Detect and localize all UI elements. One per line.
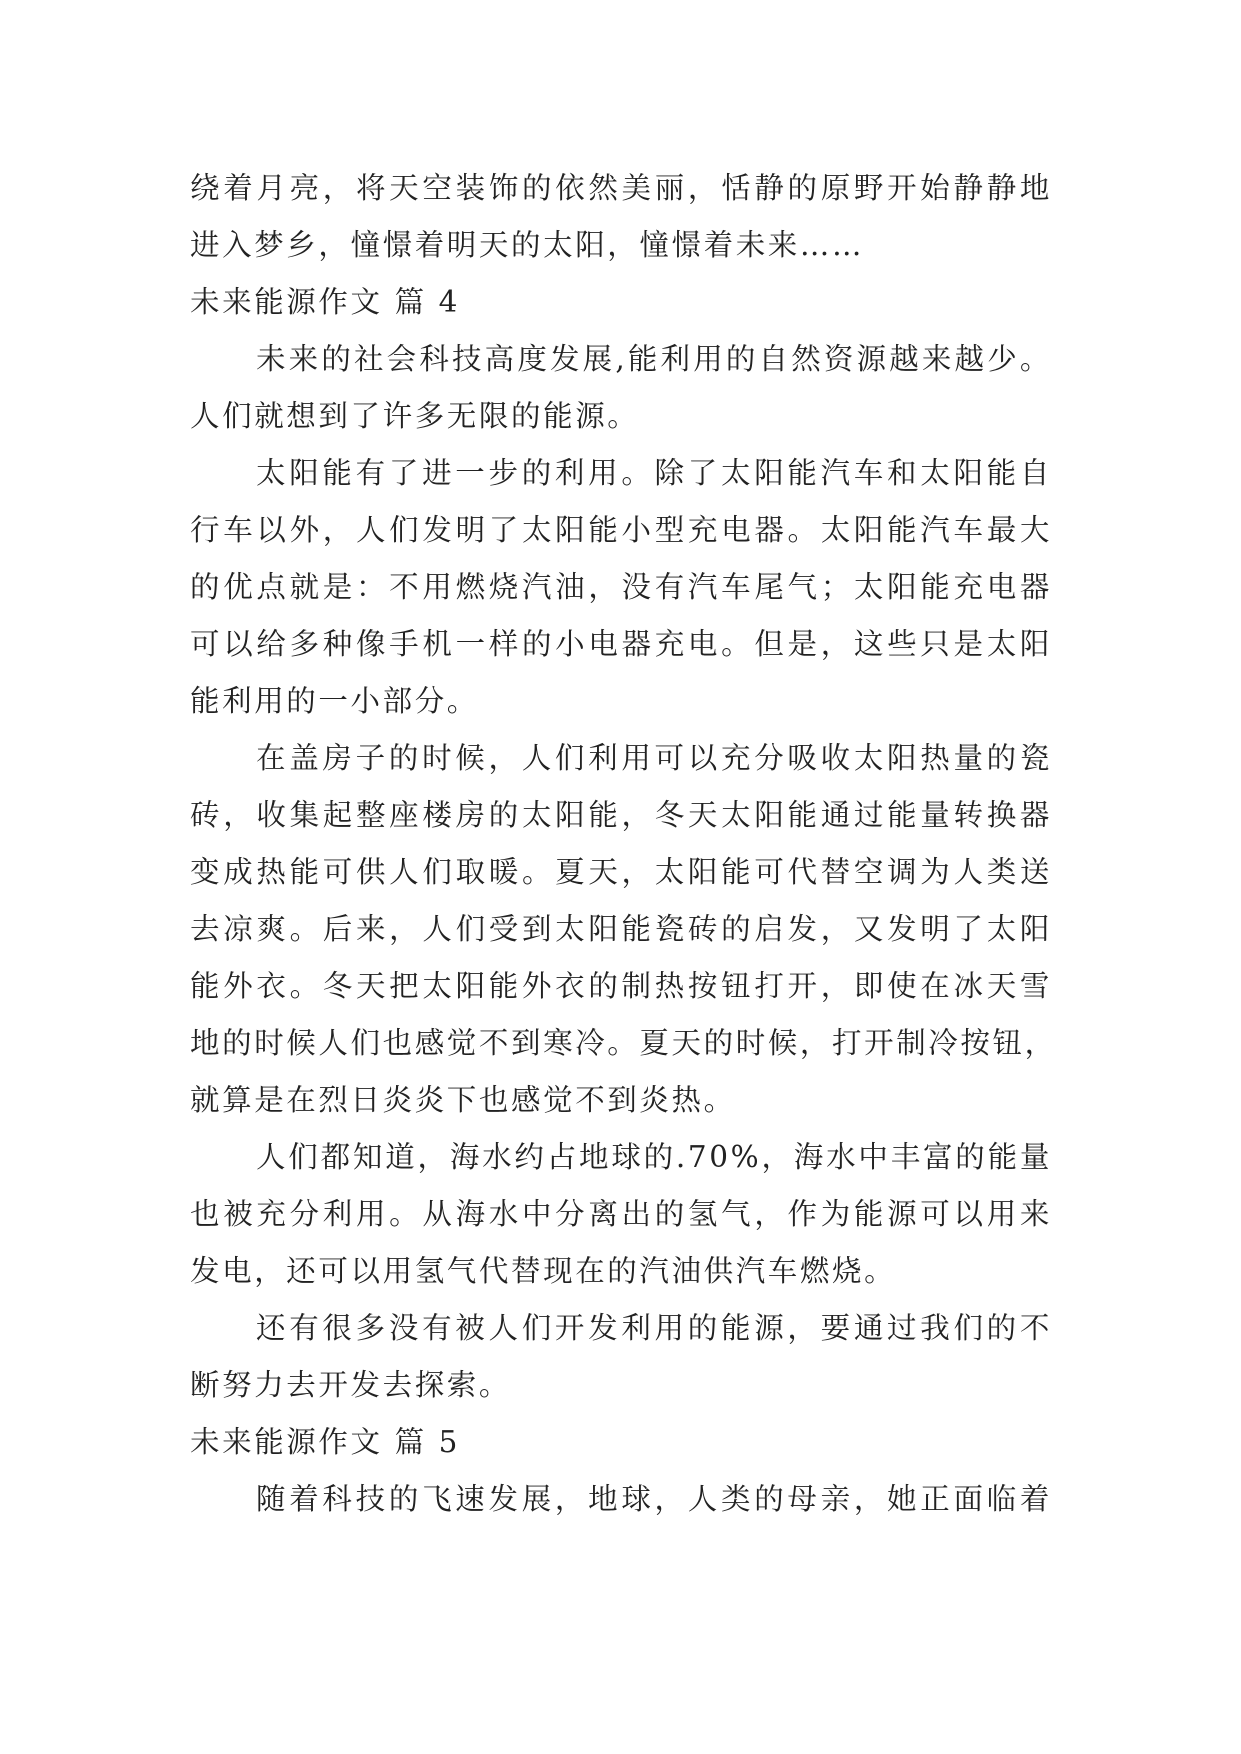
text-line: 在盖房子的时候，人们利用可以充分吸收太阳热量的瓷 — [256, 741, 1052, 775]
text-line: 就算是在烈日炎炎下也感觉不到炎热。 — [190, 1083, 736, 1117]
text-line: 发电，还可以用氢气代替现在的汽油供汽车燃烧。 — [190, 1254, 897, 1288]
text-line: 人们就想到了许多无限的能源。 — [190, 399, 640, 433]
text-line: 随着科技的飞速发展，地球，人类的母亲，她正面临着 — [256, 1482, 1052, 1516]
essay-text — [190, 160, 1057, 1528]
text-line: 还有很多没有被人们开发利用的能源，要通过我们的不 — [256, 1311, 1052, 1345]
text-line: 太阳能有了进一步的利用。除了太阳能汽车和太阳能自 — [256, 456, 1052, 490]
text-line: 地的时候人们也感觉不到寒冷。夏天的时候，打开制冷按钮， — [190, 1026, 1057, 1060]
text-line: 能利用的一小部分。 — [190, 684, 479, 718]
text-line: 未来的社会科技高度发展,能利用的自然资源越来越少。 — [256, 342, 1052, 376]
text-line: 也被充分利用。从海水中分离出的氢气，作为能源可以用来 — [190, 1197, 1052, 1231]
text-line: 的优点就是：不用燃烧汽油，没有汽车尾气；太阳能充电器 — [190, 570, 1052, 604]
text-line: 可以给多种像手机一样的小电器充电。但是，这些只是太阳 — [190, 627, 1052, 661]
text-line: 绕着月亮，将天空装饰的依然美丽，恬静的原野开始静静地 — [190, 171, 1052, 205]
text-line: 断努力去开发去探索。 — [190, 1368, 512, 1402]
text-line: 砖，收集起整座楼房的太阳能，冬天太阳能通过能量转换器 — [190, 798, 1052, 832]
text-line: 人们都知道，海水约占地球的.70%，海水中丰富的能量 — [256, 1140, 1052, 1174]
text-line: 变成热能可供人们取暖。夏天，太阳能可代替空调为人类送 — [190, 855, 1052, 889]
text-line: 去凉爽。后来，人们受到太阳能瓷砖的启发，又发明了太阳 — [190, 912, 1052, 946]
text-line: 能外衣。冬天把太阳能外衣的制热按钮打开，即使在冰天雪 — [190, 969, 1052, 1003]
text-line: 进入梦乡，憧憬着明天的太阳，憧憬着未来…… — [190, 228, 865, 262]
section-heading: 未来能源作文 篇 5 — [190, 1425, 461, 1459]
section-heading: 未来能源作文 篇 4 — [190, 285, 461, 319]
text-line: 行车以外，人们发明了太阳能小型充电器。太阳能汽车最大 — [190, 513, 1052, 547]
